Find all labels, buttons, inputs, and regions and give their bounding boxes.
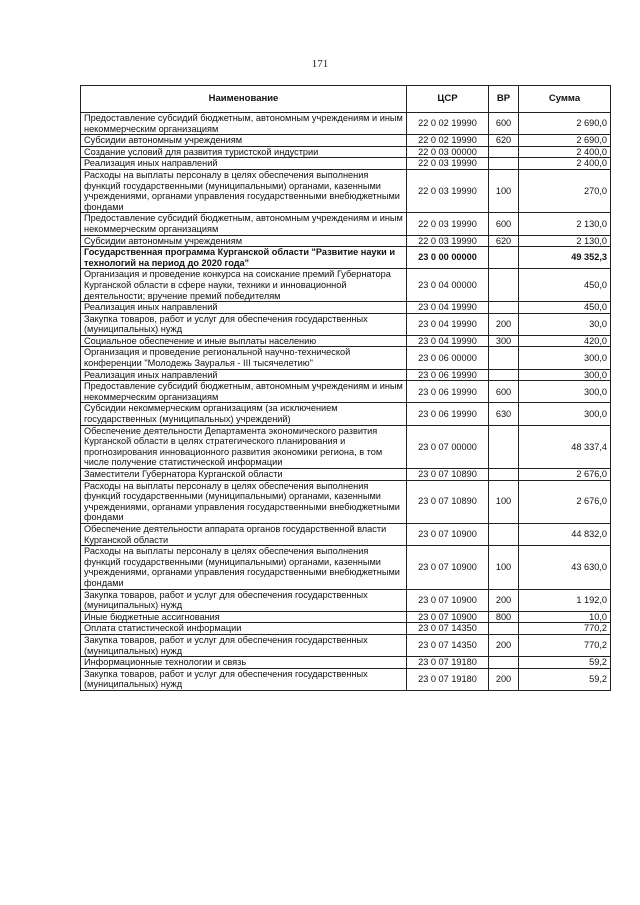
cell-vr <box>489 623 519 635</box>
cell-sum: 450,0 <box>519 269 611 302</box>
cell-vr: 100 <box>489 480 519 523</box>
cell-vr <box>489 302 519 314</box>
cell-vr <box>489 369 519 381</box>
cell-csr: 23 0 06 00000 <box>407 347 489 369</box>
cell-sum: 2 130,0 <box>519 235 611 247</box>
cell-sum: 10,0 <box>519 611 611 623</box>
cell-name: Предоставление субсидий бюджетным, автономным учреждениям и иным некоммерческим организациям <box>81 381 407 403</box>
cell-csr: 23 0 07 10890 <box>407 480 489 523</box>
cell-sum: 300,0 <box>519 369 611 381</box>
cell-csr: 23 0 07 10900 <box>407 546 489 589</box>
table-row <box>81 146 611 158</box>
cell-sum: 49 352,3 <box>519 247 611 269</box>
table-row <box>81 657 611 669</box>
cell-vr <box>489 523 519 545</box>
table-row <box>81 634 611 656</box>
table-row <box>81 403 611 425</box>
cell-name: Государственная программа Курганской области "Развитие науки и технологий на период до 2020 года" <box>81 247 407 269</box>
cell-vr <box>489 425 519 468</box>
cell-name: Организация и проведение конкурса на соискание премий Губернатора Курганской области в сфере науки, техники и инновационной деятельности; вручение премий победителям <box>81 269 407 302</box>
cell-csr: 23 0 07 10900 <box>407 523 489 545</box>
cell-vr <box>489 158 519 170</box>
table-row <box>81 135 611 147</box>
cell-name: Обеспечение деятельности аппарата органов государственной власти Курганской области <box>81 523 407 545</box>
table-row <box>81 302 611 314</box>
cell-csr: 23 0 00 00000 <box>407 247 489 269</box>
header-sum: Сумма <box>519 86 611 113</box>
cell-name: Закупка товаров, работ и услуг для обеспечения государственных (муниципальных) нужд <box>81 313 407 335</box>
cell-csr: 22 0 02 19990 <box>407 135 489 147</box>
cell-vr: 620 <box>489 235 519 247</box>
cell-csr: 23 0 07 10890 <box>407 469 489 481</box>
cell-sum: 48 337,4 <box>519 425 611 468</box>
table-row <box>81 523 611 545</box>
cell-sum: 420,0 <box>519 335 611 347</box>
cell-name: Расходы на выплаты персоналу в целях обеспечения выполнения функций государственными (муниципальными) органами, казенными учреждениями, органами управления государственными внебюджетными фондами <box>81 546 407 589</box>
cell-sum: 43 630,0 <box>519 546 611 589</box>
cell-vr <box>489 347 519 369</box>
cell-vr: 200 <box>489 589 519 611</box>
cell-vr: 630 <box>489 403 519 425</box>
cell-sum: 2 676,0 <box>519 469 611 481</box>
table-row <box>81 169 611 212</box>
cell-vr: 200 <box>489 634 519 656</box>
cell-name: Предоставление субсидий бюджетным, автономным учреждениям и иным некоммерческим организациям <box>81 213 407 235</box>
cell-sum: 270,0 <box>519 169 611 212</box>
budget-table <box>80 85 611 691</box>
cell-csr: 23 0 07 10900 <box>407 589 489 611</box>
cell-name: Расходы на выплаты персоналу в целях обеспечения выполнения функций государственными (муниципальными) органами, казенными учреждениями, органами управления государственными внебюджетными фондами <box>81 169 407 212</box>
cell-vr <box>489 146 519 158</box>
table-row <box>81 113 611 135</box>
cell-csr: 23 0 07 19180 <box>407 668 489 690</box>
cell-csr: 23 0 07 19180 <box>407 657 489 669</box>
cell-csr: 23 0 06 19990 <box>407 369 489 381</box>
table-row <box>81 668 611 690</box>
cell-csr: 22 0 03 19990 <box>407 235 489 247</box>
table-row <box>81 269 611 302</box>
cell-csr: 22 0 02 19990 <box>407 113 489 135</box>
cell-csr: 23 0 07 10900 <box>407 611 489 623</box>
cell-name: Закупка товаров, работ и услуг для обеспечения государственных (муниципальных) нужд <box>81 589 407 611</box>
table-row <box>81 381 611 403</box>
cell-csr: 22 0 03 19990 <box>407 213 489 235</box>
table-header-row <box>81 86 611 113</box>
table-row <box>81 623 611 635</box>
cell-vr: 620 <box>489 135 519 147</box>
table-row <box>81 425 611 468</box>
cell-vr <box>489 657 519 669</box>
cell-name: Предоставление субсидий бюджетным, автономным учреждениям и иным некоммерческим организациям <box>81 113 407 135</box>
cell-sum: 2 690,0 <box>519 113 611 135</box>
table-row <box>81 546 611 589</box>
cell-sum: 2 130,0 <box>519 213 611 235</box>
table-row <box>81 469 611 481</box>
cell-sum: 2 400,0 <box>519 158 611 170</box>
cell-name: Закупка товаров, работ и услуг для обеспечения государственных (муниципальных) нужд <box>81 668 407 690</box>
page-number: 171 <box>311 58 329 70</box>
cell-csr: 23 0 04 19990 <box>407 302 489 314</box>
table-row <box>81 158 611 170</box>
cell-csr: 22 0 03 00000 <box>407 146 489 158</box>
cell-vr: 100 <box>489 169 519 212</box>
cell-name: Информационные технологии и связь <box>81 657 407 669</box>
cell-name: Расходы на выплаты персоналу в целях обеспечения выполнения функций государственными (муниципальными) органами, казенными учреждениями, органами управления государственными внебюджетными фондами <box>81 480 407 523</box>
cell-sum: 59,2 <box>519 657 611 669</box>
cell-csr: 23 0 07 14350 <box>407 634 489 656</box>
cell-sum: 59,2 <box>519 668 611 690</box>
header-csr: ЦСР <box>407 86 489 113</box>
table-row <box>81 611 611 623</box>
cell-name: Обеспечение деятельности Департамента экономического развития Курганской области в целях стратегического планирования и прогнозирования инновационного развития экономики региона, в том числе получение статистической информации <box>81 425 407 468</box>
cell-vr: 200 <box>489 313 519 335</box>
cell-name: Заместители Губернатора Курганской области <box>81 469 407 481</box>
cell-sum: 300,0 <box>519 347 611 369</box>
cell-sum: 2 400,0 <box>519 146 611 158</box>
table-row <box>81 247 611 269</box>
cell-sum: 2 690,0 <box>519 135 611 147</box>
cell-name: Реализация иных направлений <box>81 302 407 314</box>
cell-sum: 30,0 <box>519 313 611 335</box>
cell-name: Реализация иных направлений <box>81 158 407 170</box>
cell-name: Создание условий для развития туристской индустрии <box>81 146 407 158</box>
table-row <box>81 347 611 369</box>
cell-csr: 23 0 04 00000 <box>407 269 489 302</box>
cell-name: Субсидии автономным учреждениям <box>81 135 407 147</box>
table-row <box>81 480 611 523</box>
table-row <box>81 335 611 347</box>
cell-name: Реализация иных направлений <box>81 369 407 381</box>
cell-csr: 23 0 04 19990 <box>407 313 489 335</box>
cell-vr: 600 <box>489 381 519 403</box>
table-row <box>81 235 611 247</box>
cell-vr: 100 <box>489 546 519 589</box>
cell-vr <box>489 269 519 302</box>
cell-name: Социальное обеспечение и иные выплаты населению <box>81 335 407 347</box>
cell-vr: 200 <box>489 668 519 690</box>
cell-sum: 300,0 <box>519 403 611 425</box>
cell-vr <box>489 247 519 269</box>
table-row <box>81 313 611 335</box>
cell-name: Оплата статистической информации <box>81 623 407 635</box>
table-row <box>81 213 611 235</box>
cell-sum: 2 676,0 <box>519 480 611 523</box>
cell-vr: 800 <box>489 611 519 623</box>
cell-csr: 23 0 07 14350 <box>407 623 489 635</box>
cell-vr: 600 <box>489 213 519 235</box>
header-name: Наименование <box>81 86 407 113</box>
cell-csr: 23 0 06 19990 <box>407 381 489 403</box>
cell-vr: 600 <box>489 113 519 135</box>
cell-csr: 22 0 03 19990 <box>407 169 489 212</box>
cell-sum: 770,2 <box>519 634 611 656</box>
table-row <box>81 369 611 381</box>
cell-vr: 300 <box>489 335 519 347</box>
cell-sum: 770,2 <box>519 623 611 635</box>
cell-csr: 22 0 03 19990 <box>407 158 489 170</box>
cell-sum: 44 832,0 <box>519 523 611 545</box>
cell-name: Организация и проведение региональной научно-технической конференции "Молодежь Зауралья - III тысячелетию" <box>81 347 407 369</box>
cell-csr: 23 0 07 00000 <box>407 425 489 468</box>
cell-sum: 1 192,0 <box>519 589 611 611</box>
cell-vr <box>489 469 519 481</box>
cell-sum: 300,0 <box>519 381 611 403</box>
cell-csr: 23 0 04 19990 <box>407 335 489 347</box>
cell-name: Субсидии автономным учреждениям <box>81 235 407 247</box>
header-vr: ВР <box>489 86 519 113</box>
cell-sum: 450,0 <box>519 302 611 314</box>
table-row <box>81 589 611 611</box>
cell-csr: 23 0 06 19990 <box>407 403 489 425</box>
cell-name: Иные бюджетные ассигнования <box>81 611 407 623</box>
cell-name: Субсидии некоммерческим организациям (за исключением государственных (муниципальных) учреждений) <box>81 403 407 425</box>
cell-name: Закупка товаров, работ и услуг для обеспечения государственных (муниципальных) нужд <box>81 634 407 656</box>
